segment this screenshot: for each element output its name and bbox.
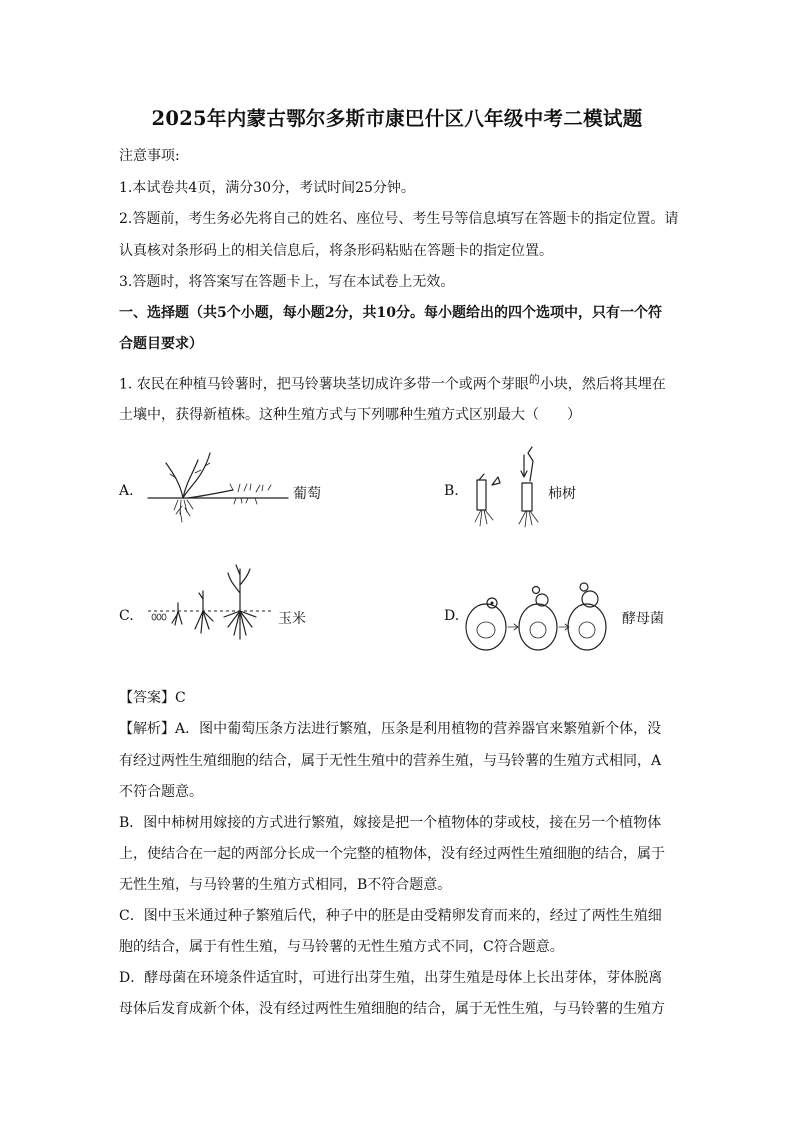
question-1-text-b: 小块，然后将其埋在 (539, 376, 666, 393)
analysis-line-1: 【解析】A．图中葡萄压条方法进行繁殖，压条是利用植物的营养器官来繁殖新个体，没 (119, 721, 662, 737)
yeast-budding-illustration (464, 580, 614, 655)
notice-item-1: 1.本试卷共4页，满分30分，考试时间25分钟。 (119, 180, 415, 196)
option-b-letter: B. (444, 483, 459, 499)
option-c-name: 玉米 (278, 611, 306, 627)
persimmon-grafting-illustration (462, 445, 547, 535)
analysis-line-4: B．图中柿树用嫁接的方式进行繁殖，嫁接是把一个植物体的芽或枝，接在另一个植物体 (119, 815, 662, 831)
corn-seed-germination-illustration (148, 563, 273, 663)
grape-layering-illustration (148, 448, 288, 536)
analysis-line-3: 不符合题意。 (119, 784, 203, 800)
analysis-line-2: 有经过两性生殖细胞的结合，属于无性生殖中的营养生殖，与马铃薯的生殖方式相同，A (119, 753, 662, 769)
question-1-line-1 (119, 371, 666, 394)
option-b-name: 柿树 (548, 486, 576, 502)
notice-item-2-line-1: 2.答题前，考生务必先将自己的姓名、座位号、考生号等信息填写在答题卡的指定位置。请 (119, 211, 679, 227)
section-heading-line-2: 合题目要求） (119, 336, 203, 352)
analysis-line-9: D．酵母菌在环境条件适宜时，可进行出芽生殖，出芽生殖是母体上长出芽体，芽体脱离 (119, 970, 663, 986)
question-1-line-2: 土壤中，获得新植株。这种生殖方式与下列哪种生殖方式区别最大（ ） (119, 407, 581, 423)
notice-heading: 注意事项: (119, 148, 180, 164)
notice-item-2-line-2: 认真核对条形码上的相关信息后，将条形码粘贴在答题卡的指定位置。 (119, 243, 553, 259)
option-d-letter: D. (444, 608, 460, 624)
option-d-name: 酵母菌 (622, 611, 664, 627)
analysis-line-6: 无性生殖，与马铃薯的生殖方式相同，B不符合题意。 (119, 877, 452, 893)
option-c-letter: C. (119, 608, 134, 624)
option-a-name: 葡萄 (293, 486, 321, 502)
answer-line: 【答案】C (119, 690, 186, 706)
notice-item-3: 3.答题时，将答案写在答题卡上，写在本试卷上无效。 (119, 274, 455, 290)
analysis-line-7: C．图中玉米通过种子繁殖后代，种子中的胚是由受精卵发育而来的，经过了两性生殖细 (119, 908, 662, 924)
analysis-line-5: 上，使结合在一起的两部分长成一个完整的植物体，没有经过两性生殖细胞的结合，属于 (119, 846, 665, 862)
question-1-superscript: 的 (528, 373, 540, 386)
page-title: 2025年内蒙古鄂尔多斯市康巴什区八年级中考二模试题 (151, 107, 643, 130)
analysis-line-8: 胞的结合，属于有性生殖，与马铃薯的无性生殖方式不同，C符合题意。 (119, 939, 564, 955)
option-a-letter: A. (119, 483, 134, 499)
analysis-line-10: 母体后发育成新个体，没有经过两性生殖细胞的结合，属于无性生殖，与马铃薯的生殖方 (119, 1001, 665, 1017)
section-heading-line-1: 一、选择题（共5个小题，每小题2分，共10分。每小题给出的四个选项中，只有一个符 (119, 305, 662, 321)
question-1-text-a: 1. 农民在种植马铃薯时，把马铃薯块茎切成许多带一个或两个芽眼 (119, 376, 529, 393)
